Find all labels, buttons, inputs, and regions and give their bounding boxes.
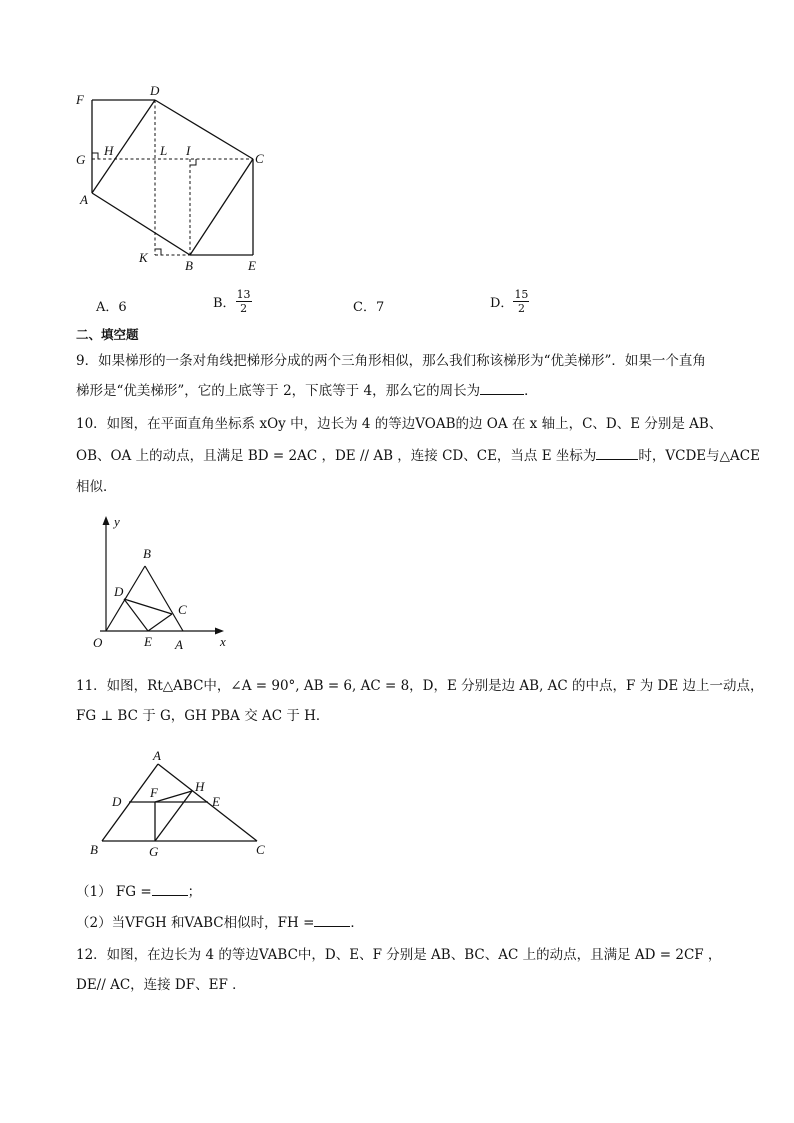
segment-DA xyxy=(92,100,155,193)
label-G: G xyxy=(149,844,159,859)
option-c: C．7 xyxy=(353,300,385,315)
option-b-denominator: 2 xyxy=(240,302,248,315)
segment-BA xyxy=(145,566,183,631)
y-axis-arrow xyxy=(103,516,110,525)
label-D: D xyxy=(150,83,160,98)
q11-sub1-blank[interactable] xyxy=(152,882,188,896)
option-d-prefix: D． xyxy=(490,296,514,311)
q9-line2 xyxy=(76,381,538,401)
label-K: K xyxy=(139,250,148,265)
figure-3-triangle xyxy=(82,746,282,864)
q11-sub1-end: ； xyxy=(187,884,202,900)
label-B: B xyxy=(143,546,151,561)
q10-line1: 10．如图，在平面直角坐标系 xOy 中，边长为 4 的等边VOAB的边 OA 在 x 轴上，C、D、E 分别是 AB、 xyxy=(76,416,723,432)
q10-line3: 相似． xyxy=(76,479,117,495)
segment-DC xyxy=(124,599,172,614)
q9-line2-text: 梯形是“优美梯形”，它的上底等于 2，下底等于 4，那么它的周长为 xyxy=(76,383,481,399)
q10-line2-text: OB、OA 上的动点，且满足 BD = 2AC ，DE // AB ，连接 CD、CE，当点 E 坐标为 xyxy=(76,448,597,464)
label-E: E xyxy=(144,634,152,649)
option-a: A．6 xyxy=(96,300,127,315)
q9-line2-end: ． xyxy=(524,383,538,399)
label-E: E xyxy=(212,794,220,809)
option-b-fraction xyxy=(236,288,252,315)
segment-GH xyxy=(155,791,192,841)
q11-line2: FG ⊥ BC 于 G，GH PBA 交 AC 于 H． xyxy=(76,708,330,724)
segment-DC xyxy=(155,100,253,159)
q11-sub1-text: （1） FG = xyxy=(76,884,152,900)
right-angle-K xyxy=(155,249,161,255)
option-d xyxy=(490,288,529,315)
q9-answer-blank[interactable] xyxy=(480,381,524,395)
option-d-numerator: 15 xyxy=(514,288,529,301)
label-E: E xyxy=(248,258,256,273)
label-D: D xyxy=(112,794,122,809)
label-I: I xyxy=(186,143,191,158)
segment-OB xyxy=(106,566,145,631)
label-A: A xyxy=(175,637,183,652)
q11-sub2 xyxy=(76,913,364,933)
label-B: B xyxy=(185,258,193,273)
segment-CB xyxy=(190,159,253,255)
label-A: A xyxy=(153,748,161,763)
label-L: L xyxy=(160,143,168,158)
q12-line2: DE// AC，连接 DF、EF ． xyxy=(76,977,246,993)
label-H: H xyxy=(195,779,205,794)
label-D: D xyxy=(114,584,124,599)
q10-answer-blank[interactable] xyxy=(596,446,638,460)
q12-line1: 12．如图，在边长为 4 的等边VABC中，D、E、F 分别是 AB、BC、AC 上的动点，且满足 AD = 2CF ， xyxy=(76,947,722,963)
segment-CE xyxy=(148,614,172,631)
label-C: C xyxy=(255,151,264,166)
figure-2-coordinate xyxy=(84,510,244,652)
q11-line1: 11．如图，Rt△ABC中，∠A = 90°, AB = 6, AC = 8，D，E 分别是边 AB, AC 的中点，F 为 DE 边上一动点， xyxy=(76,678,764,694)
label-F: F xyxy=(150,785,158,800)
q11-sub1 xyxy=(76,882,201,902)
q10-line2-end: 时，VCDE与△ACE xyxy=(638,448,760,464)
segment-AB xyxy=(92,193,190,255)
label-y: y xyxy=(114,514,120,529)
option-b-numerator: 13 xyxy=(236,288,251,301)
label-x: x xyxy=(220,634,226,649)
label-O: O xyxy=(93,635,103,650)
q11-sub2-blank[interactable] xyxy=(314,913,350,927)
option-b-prefix: B． xyxy=(213,296,236,311)
right-angle-G xyxy=(92,153,98,159)
label-F: F xyxy=(76,92,84,107)
option-b xyxy=(213,288,252,315)
option-d-fraction xyxy=(513,288,529,315)
label-H: H xyxy=(104,143,114,158)
q11-sub2-text: （2）当VFGH 和VABC相似时，FH = xyxy=(76,915,315,931)
label-C: C xyxy=(178,602,187,617)
segment-FH xyxy=(155,791,192,802)
label-B: B xyxy=(90,842,98,857)
option-d-denominator: 2 xyxy=(517,302,525,315)
segment-DE xyxy=(124,599,148,631)
q10-line2 xyxy=(76,446,760,466)
q11-sub2-end: ． xyxy=(350,915,364,931)
label-G: G xyxy=(76,152,86,167)
label-C: C xyxy=(256,842,265,857)
section-title: 二、填空题 xyxy=(76,327,139,342)
right-angle-I xyxy=(190,159,196,165)
figure-1-geometry xyxy=(70,82,280,277)
q9-line1: 9．如果梯形的一条对角线把梯形分成的两个三角形相似，那么我们称该梯形为“优美梯形”．如果一个直角 xyxy=(76,353,706,369)
label-A: A xyxy=(80,192,88,207)
